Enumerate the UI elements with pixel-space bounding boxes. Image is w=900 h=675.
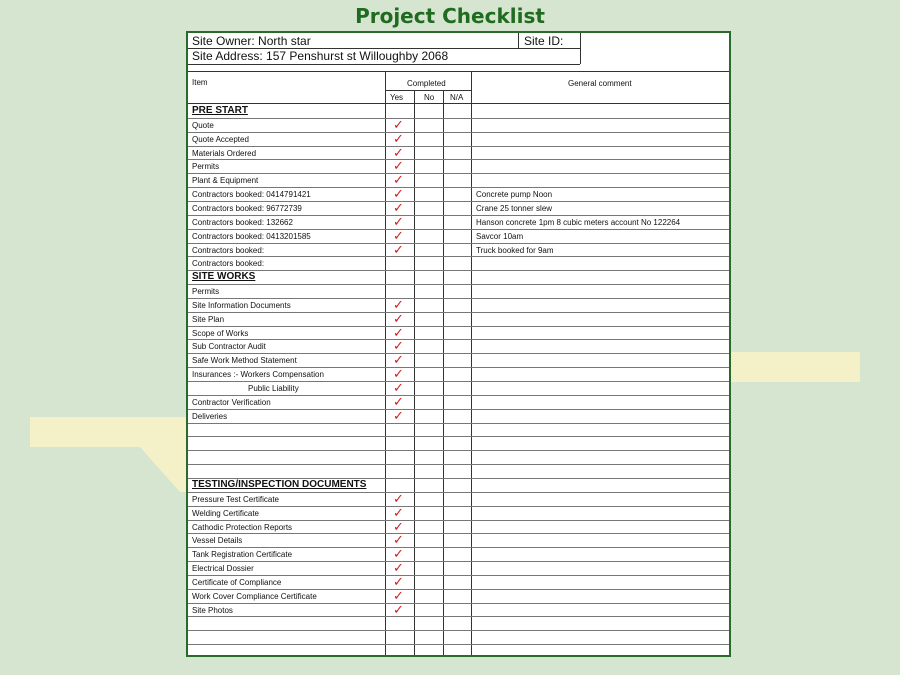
checkmark-icon: ✓ bbox=[393, 144, 404, 160]
section-title: TESTING/INSPECTION DOCUMENTS bbox=[192, 478, 367, 490]
checklist-row bbox=[188, 241, 729, 258]
site-id: Site ID: bbox=[524, 34, 564, 48]
checkmark-icon: ✓ bbox=[393, 186, 404, 202]
col-completed: Completed bbox=[407, 79, 446, 88]
checkmark-icon: ✓ bbox=[393, 352, 404, 368]
checklist-row bbox=[188, 645, 729, 657]
item-label: Permits bbox=[192, 287, 220, 297]
checklist-row bbox=[188, 573, 729, 590]
checkmark-icon: ✓ bbox=[393, 213, 404, 229]
item-label: Permits bbox=[192, 162, 220, 172]
general-comment: Concrete pump Noon bbox=[476, 190, 553, 200]
checklist-row bbox=[188, 310, 729, 327]
header-bottom-line bbox=[188, 71, 729, 72]
checklist-row bbox=[188, 601, 729, 618]
item-label: Quote Accepted bbox=[192, 134, 249, 144]
checklist-row bbox=[188, 393, 729, 410]
checkmark-icon: ✓ bbox=[393, 504, 404, 520]
checklist-sheet bbox=[186, 31, 731, 657]
checkmark-icon: ✓ bbox=[393, 158, 404, 174]
checklist-row bbox=[188, 451, 729, 465]
section-title: PRE START bbox=[192, 105, 248, 116]
checklist-row bbox=[188, 424, 729, 438]
checkmark-icon: ✓ bbox=[393, 601, 404, 617]
item-label: Work Cover Compliance Certificate bbox=[192, 591, 317, 601]
checklist-row bbox=[188, 518, 729, 535]
item-label: Public Liability bbox=[248, 384, 299, 393]
item-label: Scope of Works bbox=[192, 328, 249, 338]
checkmark-icon: ✓ bbox=[393, 172, 404, 188]
page-title: Project Checklist bbox=[355, 4, 545, 28]
column-header-bottom bbox=[188, 103, 729, 104]
item-label: Site Photos bbox=[192, 605, 233, 615]
general-comment: Truck booked for 9am bbox=[476, 245, 554, 255]
checklist-row bbox=[188, 227, 729, 244]
item-label: Certificate of Compliance bbox=[192, 577, 282, 587]
checklist-row bbox=[188, 296, 729, 313]
item-label: Electrical Dossier bbox=[192, 564, 254, 574]
item-label: Quote bbox=[192, 120, 214, 130]
header-line-2 bbox=[188, 64, 580, 65]
item-label: Contractors booked: 132662 bbox=[192, 217, 293, 227]
item-label: Contractor Verification bbox=[192, 397, 271, 407]
site-header bbox=[188, 33, 729, 67]
background-band-right bbox=[730, 352, 860, 382]
checklist-row bbox=[188, 285, 729, 299]
item-label: Contractors booked: 0413201585 bbox=[192, 231, 311, 241]
checklist-row bbox=[188, 340, 729, 354]
col-item: Item bbox=[192, 78, 208, 87]
checklist-row bbox=[188, 587, 729, 604]
checkmark-icon: ✓ bbox=[393, 490, 404, 506]
col-na: N/A bbox=[450, 93, 464, 102]
item-label: Contractors booked: bbox=[192, 259, 265, 269]
checklist-row bbox=[188, 199, 729, 216]
checklist-row bbox=[188, 490, 729, 507]
checklist-row bbox=[188, 617, 729, 631]
checkmark-icon: ✓ bbox=[393, 560, 404, 576]
checklist-row bbox=[188, 562, 729, 576]
checklist-row bbox=[188, 188, 729, 202]
checkmark-icon: ✓ bbox=[393, 393, 404, 409]
site-id-divider bbox=[518, 33, 519, 48]
checklist-row bbox=[188, 144, 729, 161]
item-label: Welding Certificate bbox=[192, 508, 259, 518]
checkmark-icon: ✓ bbox=[393, 227, 404, 243]
checklist-row bbox=[188, 160, 729, 174]
item-label: Safe Work Method Statement bbox=[192, 356, 297, 366]
site-id-box-right bbox=[580, 33, 581, 64]
item-label: Cathodic Protection Reports bbox=[192, 522, 293, 532]
item-label: Plant & Equipment bbox=[192, 176, 259, 186]
section-header-row bbox=[188, 271, 729, 285]
checklist-row bbox=[188, 213, 729, 230]
col-comment: General comment bbox=[568, 79, 632, 88]
item-label: Contractors booked: bbox=[192, 245, 265, 255]
checklist-row bbox=[188, 116, 729, 133]
item-label: Contractors booked: 96772739 bbox=[192, 203, 302, 213]
checklist-row bbox=[188, 465, 729, 479]
site-owner: Site Owner: North star bbox=[192, 34, 311, 48]
general-comment: Hanson concrete 1pm 8 cubic meters account No 122264 bbox=[476, 217, 681, 227]
checklist-row bbox=[188, 130, 729, 147]
checkmark-icon: ✓ bbox=[393, 338, 404, 354]
checklist-row bbox=[188, 631, 729, 645]
checklist-row bbox=[188, 548, 729, 562]
item-label: Sub Contractor Audit bbox=[192, 342, 266, 352]
general-comment: Savcor 10am bbox=[476, 231, 524, 241]
checkmark-icon: ✓ bbox=[393, 366, 404, 382]
checkmark-icon: ✓ bbox=[393, 573, 404, 589]
checkmark-icon: ✓ bbox=[393, 407, 404, 423]
checkmark-icon: ✓ bbox=[393, 241, 404, 257]
checkmark-icon: ✓ bbox=[393, 380, 404, 395]
item-label: Tank Registration Certificate bbox=[192, 550, 293, 560]
col-yes: Yes bbox=[390, 93, 404, 102]
checklist-row bbox=[188, 354, 729, 368]
completed-underline bbox=[386, 90, 471, 91]
checklist-row bbox=[188, 257, 729, 271]
checkmark-icon: ✓ bbox=[393, 587, 404, 603]
item-label: Contractors booked: 0414791421 bbox=[192, 190, 311, 200]
header-line-1 bbox=[188, 48, 580, 49]
checkmark-icon: ✓ bbox=[393, 518, 404, 534]
item-label: Site Plan bbox=[192, 314, 225, 324]
checklist-row bbox=[188, 174, 729, 188]
item-label: Deliveries bbox=[192, 411, 228, 421]
checkmark-icon: ✓ bbox=[393, 116, 404, 132]
checkmark-icon: ✓ bbox=[393, 324, 404, 340]
checklist-row bbox=[188, 324, 729, 341]
checkmark-icon: ✓ bbox=[393, 296, 404, 312]
checkmark-icon: ✓ bbox=[393, 199, 404, 215]
checklist-row bbox=[188, 534, 729, 548]
section-header-row bbox=[188, 479, 729, 493]
checkmark-icon: ✓ bbox=[393, 546, 404, 562]
checkmark-icon: ✓ bbox=[393, 310, 404, 326]
site-address: Site Address: 157 Penshurst st Willoughby 2068 bbox=[192, 49, 449, 63]
checklist-row bbox=[188, 368, 729, 382]
item-label: Pressure Test Certificate bbox=[192, 494, 279, 504]
item-label: Materials Ordered bbox=[192, 148, 257, 158]
checklist-row bbox=[188, 382, 729, 396]
section-title: SITE WORKS bbox=[192, 271, 256, 283]
col-no: No bbox=[424, 93, 435, 102]
item-label: Vessel Details bbox=[192, 536, 243, 546]
checkmark-icon: ✓ bbox=[393, 532, 404, 548]
checkmark-icon: ✓ bbox=[393, 130, 404, 146]
general-comment: Crane 25 tonner slew bbox=[476, 203, 553, 213]
checklist-row bbox=[188, 504, 729, 521]
section-header-row bbox=[188, 105, 729, 119]
item-label: Site Information Documents bbox=[192, 300, 291, 310]
item-label: Insurances :- Workers Compensation bbox=[192, 370, 324, 380]
checklist-row bbox=[188, 437, 729, 451]
checklist-row bbox=[188, 407, 729, 424]
